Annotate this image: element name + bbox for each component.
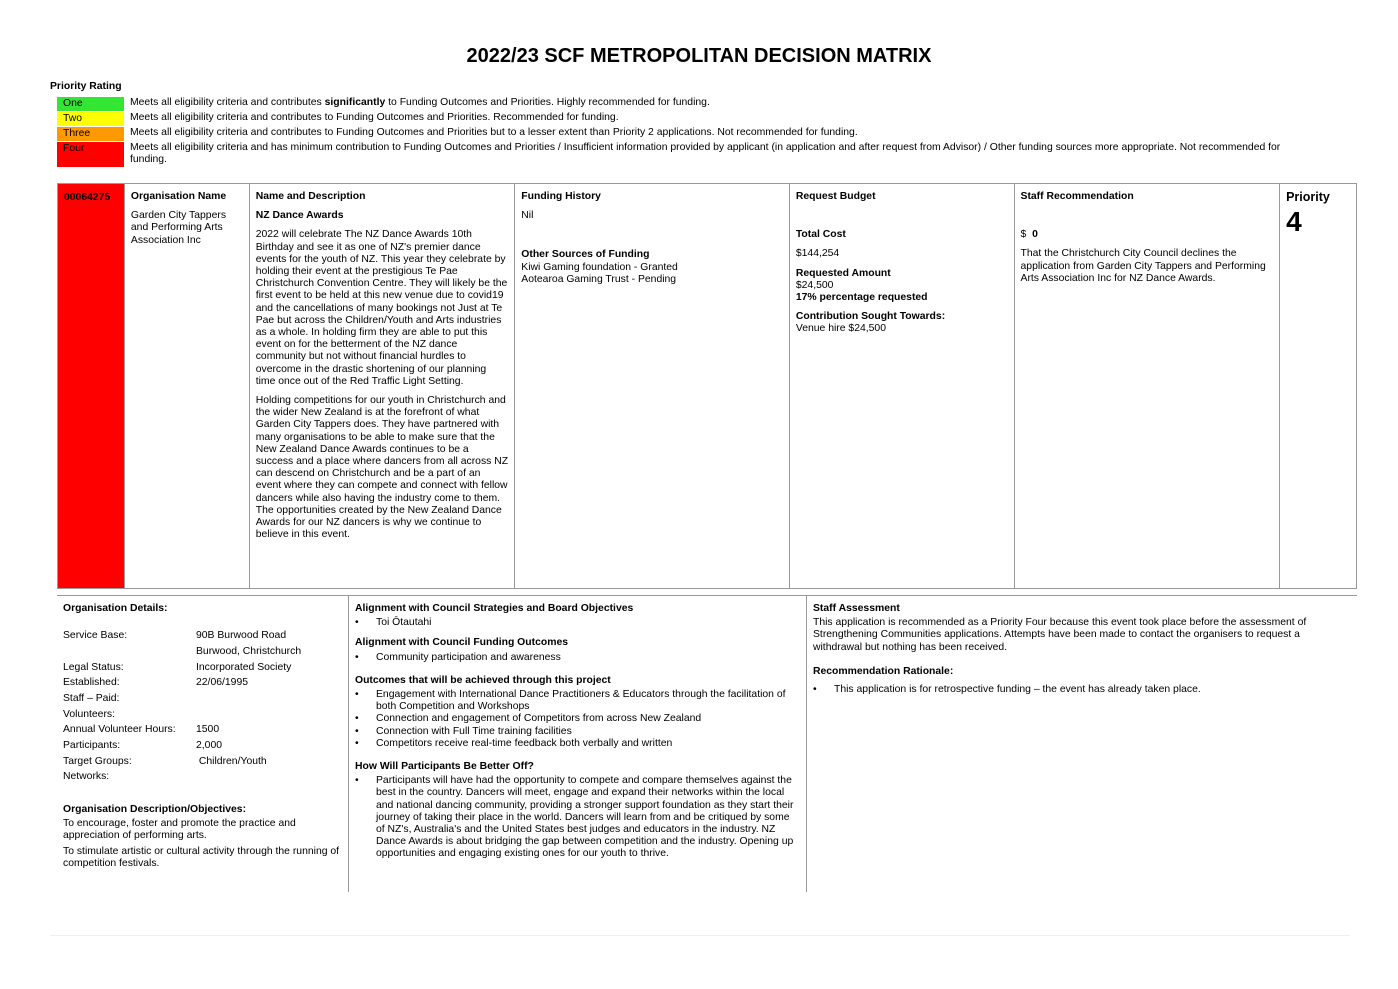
organisation-name: Garden City Tappers and Performing Arts Association Inc <box>130 210 227 246</box>
rationale-heading: Recommendation Rationale: <box>813 665 954 677</box>
detail-value: Children/Youth <box>196 755 267 767</box>
contribution-label: Contribution Sought Towards: <box>795 311 946 323</box>
detail-row <box>63 771 342 787</box>
detail-key: Staff – Paid: <box>63 692 120 704</box>
detail-row <box>63 740 342 756</box>
staff-recommendation-cell <box>1015 184 1281 588</box>
other-source-1: Kiwi Gaming foundation - Granted <box>521 261 678 273</box>
detail-row <box>63 709 342 725</box>
objectives-heading: Organisation Description/Objectives: <box>63 804 247 816</box>
recommended-amount: 0 <box>1032 229 1038 241</box>
detail-value: 90B Burwood Road <box>196 630 287 642</box>
organisation-details-heading: Organisation Details: <box>63 603 168 614</box>
rationale-list <box>813 684 1351 696</box>
page-title: 2022/23 SCF METROPOLITAN DECISION MATRIX <box>466 45 932 67</box>
requested-amount: $24,500 <box>795 279 834 291</box>
currency-symbol: $ <box>1020 229 1027 241</box>
detail-key: Annual Volunteer Hours: <box>63 724 176 736</box>
list-item: • Connection with Full Time training facilities <box>355 726 800 738</box>
staff-recommendation-heading: Staff Recommendation <box>1020 191 1134 202</box>
priority-level-description <box>124 127 1317 142</box>
staff-assessment-cell <box>806 596 1357 892</box>
detail-key: Legal Status: <box>63 661 124 673</box>
description-fragment: significantly <box>324 97 386 108</box>
list-item: • This application is for retrospective funding – the event has already taken place. <box>813 684 1351 696</box>
priority-level-label: Two <box>57 112 124 127</box>
request-budget-heading: Request Budget <box>795 191 876 202</box>
staff-recommendation-text: That the Christchurch City Council declines the application from Garden City Tappers and Performing Arts Association Inc for NZ Dance Awards. <box>1020 248 1266 284</box>
objective-2: To stimulate artistic or cultural activity through the running of competition festivals. <box>63 845 340 869</box>
list-item: • Connection and engagement of Competitors from across New Zealand <box>355 713 800 725</box>
detail-key: Established: <box>63 677 120 689</box>
application-id-cell <box>58 184 125 588</box>
percentage-requested: 17% percentage requested <box>795 292 928 304</box>
detail-row <box>63 646 342 662</box>
description-fragment: to Funding Outcomes and Priorities. Highly recommended for funding. <box>385 97 710 108</box>
priority-legend-row <box>57 127 1317 142</box>
project-name: NZ Dance Awards <box>255 210 344 222</box>
list-item: • Participants will have had the opportunity to compete and compare themselves against the best in the country. Dancers will meet, engage and expand their networks within the local and national dancing community, providing a stronger support foundation as they start their journey of taking their place in the world. Dancers will learn from and be critiqued by some of NZ's, Australia's and the United States best judges and educators in the industry. NZ Dance Awards is about bridging the gap between competition and the industry. Opening up opportunities and engaging existing ones for our youth to thrive. <box>355 775 800 860</box>
staff-recommendation-amount <box>1021 229 1274 241</box>
priority-level-label: Four <box>57 142 124 168</box>
objective-1: To encourage, foster and promote the practice and appreciation of performing arts. <box>63 818 296 842</box>
funding-outcomes-heading: Alignment with Council Funding Outcomes <box>355 637 568 649</box>
funding-history-heading: Funding History <box>521 191 601 202</box>
detail-row <box>63 630 342 646</box>
requested-amount-label: Requested Amount <box>795 267 891 279</box>
priority-legend-row <box>57 112 1317 127</box>
list-item: • Community participation and awareness <box>355 652 800 664</box>
priority-cell <box>1280 184 1356 588</box>
description-cell <box>250 184 516 588</box>
application-table <box>57 183 1357 589</box>
strategies-list <box>355 617 800 629</box>
alignment-cell <box>348 596 806 892</box>
staff-assessment-heading: Staff Assessment <box>813 603 900 614</box>
organisation-name-heading: Organisation Name <box>130 191 227 202</box>
detail-row <box>63 662 342 678</box>
detail-value: Incorporated Society <box>196 661 292 673</box>
request-budget-cell <box>790 184 1015 588</box>
funding-outcomes-list <box>355 652 800 664</box>
details-section <box>57 595 1357 892</box>
organisation-details-cell <box>57 596 348 892</box>
detail-key: Service Base: <box>63 630 128 642</box>
detail-value: 22/06/1995 <box>196 677 249 689</box>
application-id: 00064275 <box>64 192 111 203</box>
better-off-heading: How Will Participants Be Better Off? <box>355 761 534 773</box>
other-sources-heading: Other Sources of Funding <box>521 249 650 261</box>
detail-key: Participants: <box>63 740 121 752</box>
list-item: • Competitors receive real-time feedback both verbally and written <box>355 738 800 750</box>
priority-legend-row <box>57 142 1317 168</box>
description-heading: Name and Description <box>255 191 366 202</box>
priority-level-description <box>124 142 1317 168</box>
total-cost: $144,254 <box>795 248 840 260</box>
detail-row <box>63 677 342 693</box>
organisation-details-list <box>63 630 342 787</box>
project-outcomes-list <box>355 689 800 750</box>
detail-value: Burwood, Christchurch <box>196 645 302 657</box>
description-fragment: Meets all eligibility criteria and contributes to Funding Outcomes and Priorities. Recommended for funding. <box>130 111 619 123</box>
footer-divider <box>50 935 1350 936</box>
description-paragraph-1: 2022 will celebrate The NZ Dance Awards 10th Birthday and see it as one of NZ's premier dance events for the youth of NZ. This year they celebrate by holding their event at the prestigious Te Pae Christchurch Convention Centre. They will likely be the first event to be held at this new venue due to covid19 and the cancellations of many bookings not Just at Te Pae but across the Children/Youth and Arts industries as a whole. In holding firm they are able to put this event on for the betterment of the NZ dance community but not without financial hurdles to overcome in the drastic shortening of our planning time once out of the Red Traffic Light Setting. <box>255 229 508 387</box>
detail-key <box>63 646 196 662</box>
contribution-value: Venue hire $24,500 <box>795 323 886 335</box>
detail-key: Target Groups: <box>63 755 132 767</box>
description-fragment: Meets all eligibility criteria and contributes to Funding Outcomes and Priorities but to a lesser extent than Priority 2 applications. Not recommended for funding. <box>130 126 858 138</box>
priority-legend-row <box>57 97 1317 112</box>
project-outcomes-heading: Outcomes that will be achieved through this project <box>355 674 611 686</box>
priority-level-description <box>124 97 1317 112</box>
other-source-2: Aotearoa Gaming Trust - Pending <box>521 273 677 285</box>
detail-row <box>63 724 342 740</box>
funding-history: Nil <box>521 210 534 222</box>
detail-value: 1500 <box>196 724 220 736</box>
priority-level-description <box>124 112 1317 127</box>
priority-value: 4 <box>1286 206 1302 238</box>
priority-rating-heading: Priority Rating <box>50 81 122 92</box>
description-fragment: Meets all eligibility criteria and has minimum contribution to Funding Outcomes and Priorities / Insufficient information provided by applicant (in application and after request from Advisor) / Other funding sources more appropriate. Not recommended for funding. <box>130 141 1281 165</box>
detail-key: Networks: <box>63 771 110 783</box>
priority-heading: Priority <box>1286 190 1330 204</box>
detail-value: 2,000 <box>196 740 223 752</box>
organisation-name-cell <box>125 184 250 588</box>
funding-history-cell <box>515 184 790 588</box>
detail-key: Volunteers: <box>63 708 115 720</box>
detail-row <box>63 756 342 772</box>
priority-rating-legend <box>57 97 1317 168</box>
description-fragment: Meets all eligibility criteria and contributes <box>130 97 325 108</box>
list-item: • Toi Ōtautahi <box>355 617 800 629</box>
description-paragraph-2: Holding competitions for our youth in Christchurch and the wider New Zealand is at the forefront of what Garden City Tappers does. They have partnered with many organisations to be able to make sure that the New Zealand Dance Awards continues to be a success and a place where dancers from all across NZ can descend on Christchurch and be a part of an event where they can compete and connect with fellow dancers while also having the industry come to them. The opportunities created by the New Zealand Dance Awards for our NZ dancers is why we continue to believe in this event. <box>255 395 509 541</box>
better-off-list <box>355 775 800 860</box>
strategies-heading: Alignment with Council Strategies and Board Objectives <box>355 603 634 614</box>
staff-assessment-text: This application is recommended as a Priority Four because this event took place before the assessment of Strengthening Communities applications. Attempts have been made to contact the organisers to request a withdrawal but nothing has been received. <box>813 617 1307 653</box>
total-cost-label: Total Cost <box>795 229 846 241</box>
list-item: • Engagement with International Dance Practitioners & Educators through the facilitation of both Competition and Workshops <box>355 689 800 713</box>
priority-level-label: Three <box>57 127 124 142</box>
priority-level-label: One <box>57 97 124 112</box>
detail-row <box>63 693 342 709</box>
